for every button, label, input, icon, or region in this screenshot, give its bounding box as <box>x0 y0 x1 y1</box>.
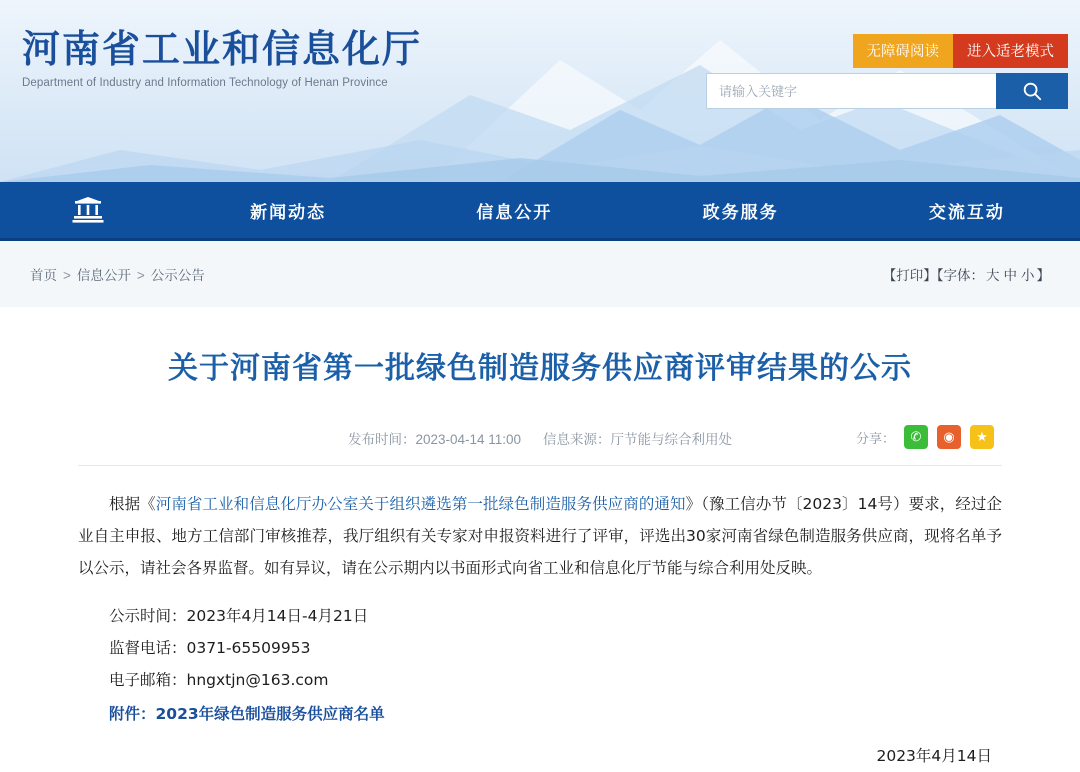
source-label: 信息来源： <box>543 432 611 447</box>
elder-mode-button[interactable]: 进入适老模式 <box>953 34 1068 68</box>
qzone-share-icon[interactable]: ★ <box>970 425 994 449</box>
page-tools <box>883 264 1050 284</box>
attachment-row <box>78 698 1002 730</box>
site-title-cn: 河南省工业和信息化厅 <box>22 27 423 71</box>
breadcrumb-item-announcements[interactable]: 公示公告 <box>150 268 205 283</box>
article-meta <box>78 425 1002 451</box>
article-meta-text <box>348 428 732 448</box>
search-icon <box>1021 80 1043 102</box>
site-search <box>706 73 1068 109</box>
header-top-buttons <box>853 34 1069 68</box>
paragraph-1-suffix: 》（豫工信办节〔2023〕14号）要求，经过企业自主申报、地方工信部门审核推荐，我厅组织有关专家对申报资料进行了评审，评选出30家河南省绿色制造服务供应商，现将名单予以公示，请社会各界监督。如有异议，请在公示期内以书面形式向省工业和信息化厅节能与综合利用处反映。 <box>78 495 1002 577</box>
breadcrumb-item-info-disclosure[interactable]: 信息公开 <box>76 268 131 283</box>
attachment-link[interactable]: 2023年绿色制造服务供应商名单 <box>155 704 385 723</box>
publish-time-value: 2023-04-14 11:00 <box>415 432 522 447</box>
paragraph-1-prefix: 根据《 <box>109 495 156 513</box>
nav-item-interaction[interactable]: 交流互动 <box>928 202 1005 222</box>
breadcrumb-bar <box>0 241 1080 307</box>
font-size-medium-button[interactable]: 中 <box>1003 268 1017 283</box>
share-label: 分享： <box>855 430 895 446</box>
article-divider <box>78 465 1002 466</box>
breadcrumb-separator: > <box>136 268 145 283</box>
site-header <box>0 0 1080 182</box>
wechat-share-icon[interactable]: ✆ <box>904 425 928 449</box>
weibo-share-icon[interactable]: ◉ <box>937 425 961 449</box>
font-size-label-prefix: 【字体： <box>936 268 984 283</box>
breadcrumb <box>30 264 883 284</box>
nav-item-news[interactable]: 新闻动态 <box>250 202 327 222</box>
nav-home-button[interactable] <box>0 182 175 238</box>
share-group <box>856 425 994 449</box>
attachment-label: 附件： <box>109 704 156 723</box>
search-input[interactable] <box>706 73 996 109</box>
main-navigation <box>0 182 1080 238</box>
nav-item-gov-services[interactable]: 政务服务 <box>702 202 779 222</box>
publish-time-label: 发布时间： <box>347 432 416 447</box>
article-container <box>30 307 1050 765</box>
print-button[interactable]: 【打印】 <box>882 268 937 283</box>
search-button[interactable] <box>996 73 1068 109</box>
font-size-label-suffix: 】 <box>1036 268 1050 283</box>
supervision-phone-line: 监督电话：0371-65509953 <box>109 638 311 657</box>
breadcrumb-item-home[interactable]: 首页 <box>30 268 57 283</box>
site-brand <box>22 26 422 89</box>
article-paragraph-1 <box>78 488 1002 584</box>
notice-document-link[interactable]: 河南省工业和信息化厅办公室关于组织遴选第一批绿色制造服务供应商的通知 <box>155 495 686 513</box>
notice-period-line: 公示时间：2023年4月14日-4月21日 <box>109 606 369 625</box>
article-body <box>78 488 1002 772</box>
page-title: 关于河南省第一批绿色制造服务供应商评审结果的公示 <box>168 351 912 386</box>
sign-date: 2023年4月14日 <box>876 746 992 765</box>
email-line: 电子邮箱：hngxtjn@163.com <box>109 670 329 689</box>
font-size-large-button[interactable]: 大 <box>986 268 1000 283</box>
breadcrumb-separator: > <box>63 268 71 283</box>
source-value: 厅节能与综合利用处 <box>610 432 733 447</box>
home-icon <box>71 196 105 224</box>
accessibility-button[interactable]: 无障碍阅读 <box>853 34 954 68</box>
nav-item-info-disclosure[interactable]: 信息公开 <box>476 202 553 222</box>
site-title-en: Department of Industry and Information Technology of Henan Province <box>22 77 388 89</box>
font-size-small-button[interactable]: 小 <box>1021 268 1035 283</box>
